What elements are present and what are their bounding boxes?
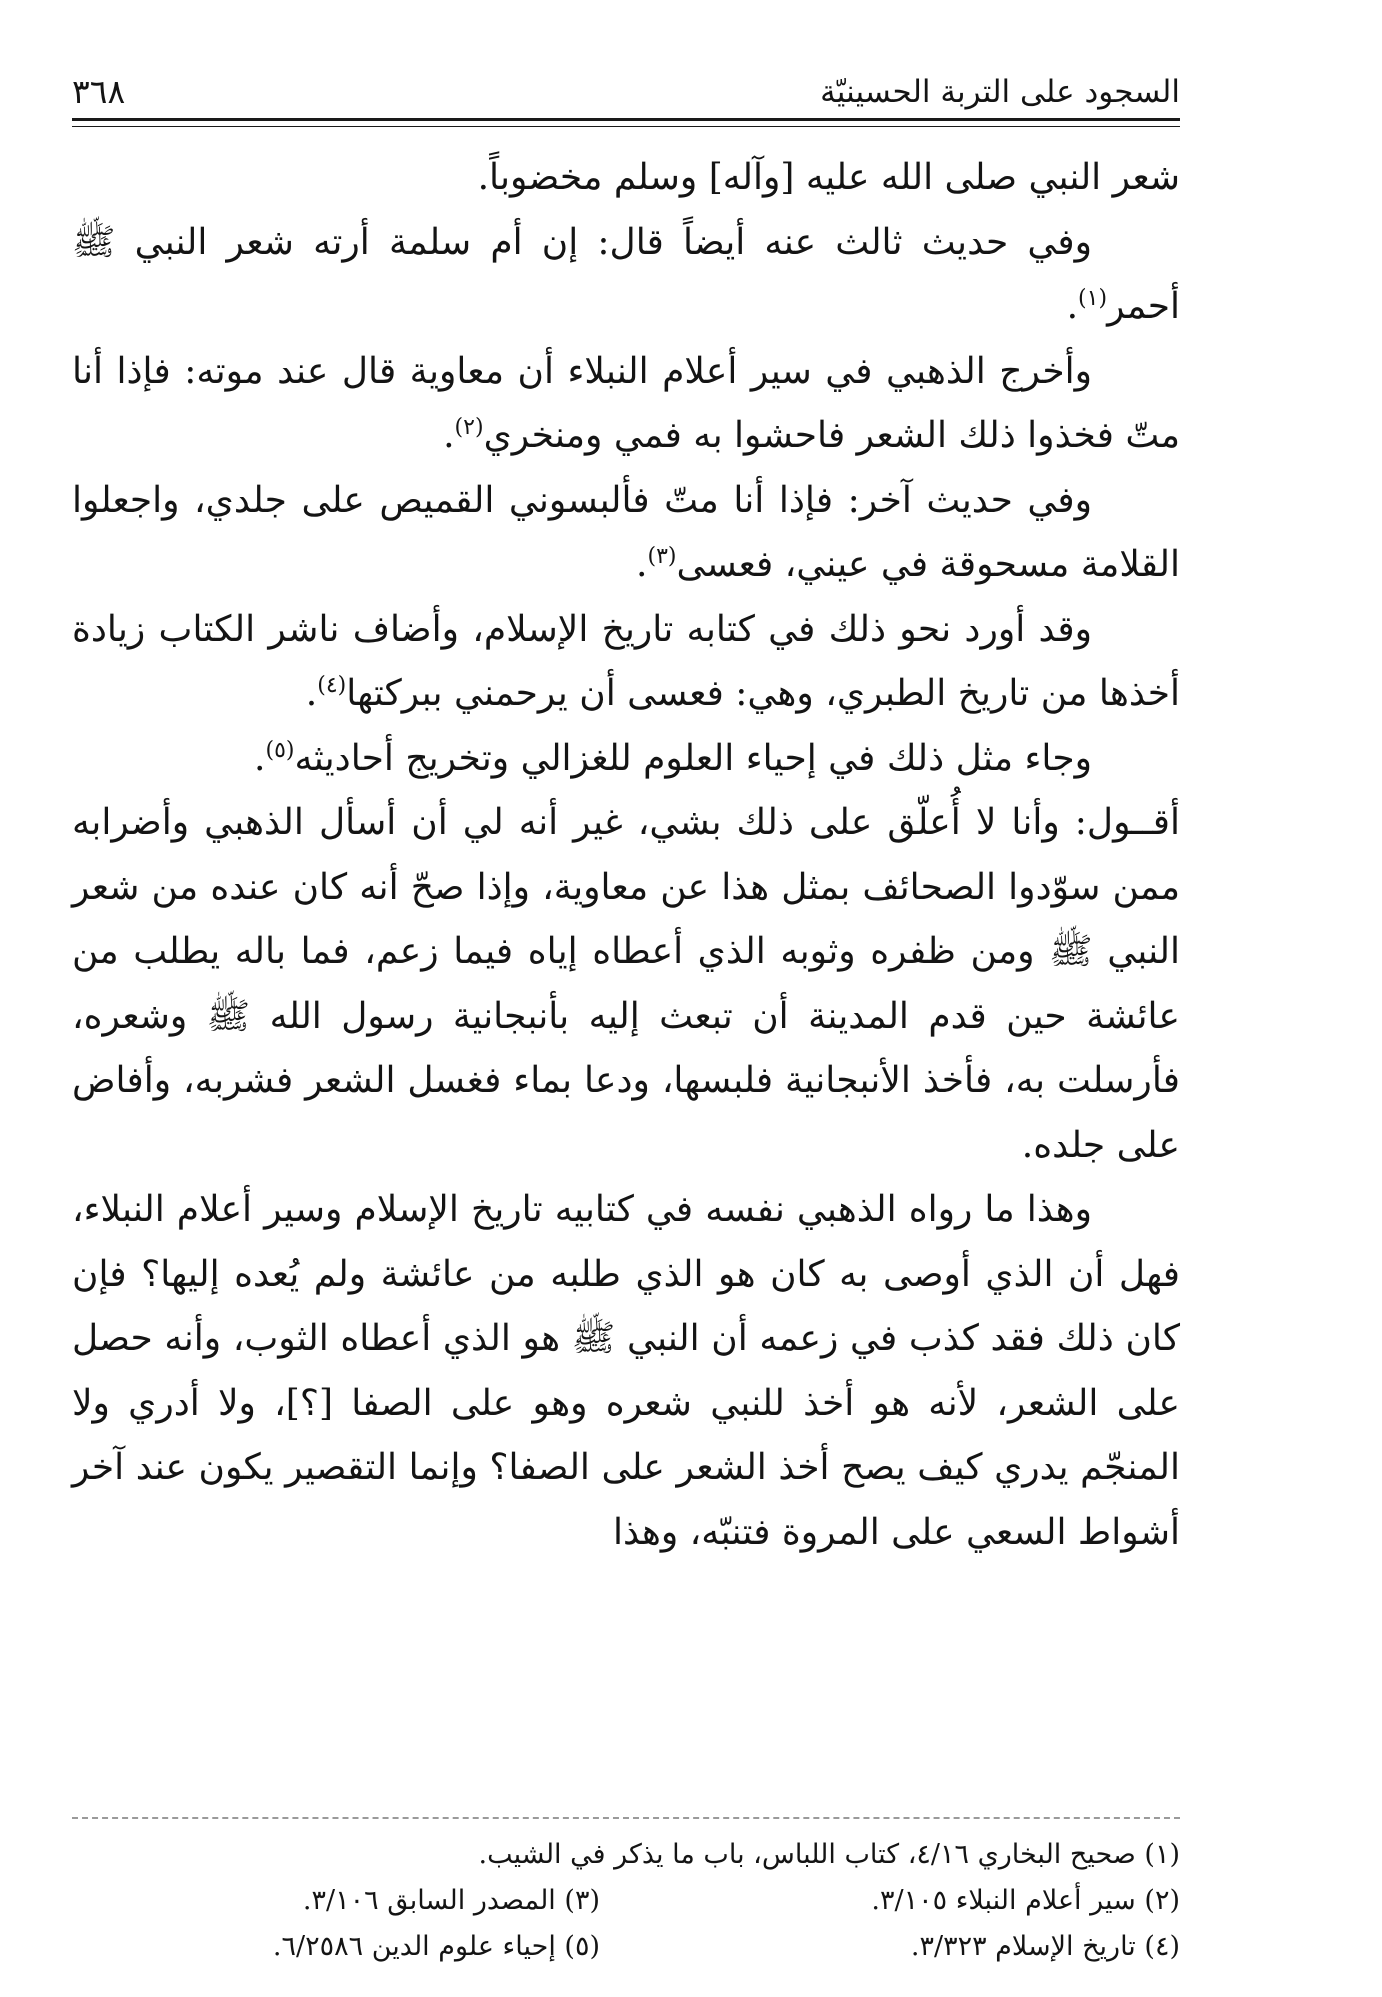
running-title: السجود على التربة الحسينيّة	[820, 74, 1180, 110]
footnote-marker[interactable]: (٣)	[647, 544, 677, 569]
paragraph-text: وفي حديث آخر: فإذا أنا متّ فألبسوني القميص على جلدي، واجعلوا القلامة مسحوقة في عيني، فعسى	[72, 479, 1180, 585]
paragraph-text: وهذا ما رواه الذهبي نفسه في كتابيه تاريخ الإسلام وسير أعلام النبلاء، فهل أن الذي أوصى به كان هو الذي طلبه من عائشة ولم يُعده إليها؟ فإن كان ذلك فقد كذب في زعمه أن النبي ﷺ هو الذي أعطاه الثوب، وأنه حصل على الشعر، لأنه هو أخذ للنبي شعره وهو على الصفا [؟]، ولا أدري ولا المنجّم يدري كيف يصح أخذ الشعر على الصفا؟ وإنما التقصير يكون عند آخر أشواط السعي على المروة فتنبّه، وهذا	[72, 1189, 1180, 1553]
page-number: ٣٦٨	[72, 72, 126, 111]
footnotes	[72, 1832, 1180, 1970]
paragraph	[72, 1178, 1180, 1565]
paragraph-text: وجاء مثل ذلك في إحياء العلوم للغزالي وتخريج أحاديثه	[294, 737, 1092, 779]
header-rule-thin	[72, 126, 1180, 127]
paragraph-text: وقد أورد نحو ذلك في كتابه تاريخ الإسلام، وأضاف ناشر الكتاب زيادة أخذها من تاريخ الطبري، وهي: فعسى أن يرحمني ببركتها	[72, 608, 1180, 714]
paragraph-text: وفي حديث ثالث عنه أيضاً قال: إن أم سلمة أرته شعر النبي ﷺ أحمر	[72, 221, 1180, 327]
footnote-row	[72, 1924, 1180, 1970]
footnote-row	[72, 1832, 1180, 1878]
footnote-5: (٥) إحياء علوم الدين ٦/٢٥٨٦.	[272, 1931, 600, 1962]
footnote-3: (٣) المصدر السابق ٣/١٠٦.	[302, 1885, 600, 1916]
paragraph-end: .	[305, 673, 318, 714]
paragraph-end: .	[636, 544, 648, 585]
paragraph	[72, 598, 1180, 727]
footnote-2: (٢) سير أعلام النبلاء ٣/١٠٥.	[871, 1885, 1180, 1916]
main-text	[72, 146, 1180, 1565]
paragraph	[72, 340, 1180, 469]
paragraph	[72, 791, 1180, 1178]
paragraph-end: .	[443, 415, 455, 456]
footnote-marker[interactable]: (٥)	[265, 737, 295, 763]
paragraph	[72, 211, 1180, 340]
page-header	[72, 66, 1180, 118]
footnote-separator	[72, 1817, 1180, 1819]
paragraph-text: أقــول: وأنا لا أُعلّق على ذلك بشي، غير أنه لي أن أسأل الذهبي وأضرابه ممن سوّدوا الصحائف بمثل هذا عن معاوية، وإذا صحّ أنه كان عنده من شعر النبي ﷺ ومن ظفره وثوبه الذي أعطاه إياه فيما زعم، فما باله يطلب من عائشة حين قدم المدينة أن تبعث إليه بأنبجانية رسول الله ﷺ وشعره، فأرسلت به، فأخذ الأنبجانية فلبسها، ودعا بماء فغسل الشعر فشربه، وأفاض على جلده.	[72, 802, 1180, 1166]
paragraph-end: .	[1066, 286, 1079, 327]
paragraph-end: .	[254, 737, 266, 779]
footnote-marker[interactable]: (١)	[1078, 286, 1108, 311]
paragraph	[72, 727, 1180, 792]
paragraph	[72, 146, 1180, 211]
footnote-row	[72, 1878, 1180, 1924]
paragraph-text: شعر النبي صلى الله عليه [وآله] وسلم مخضوباً.	[477, 157, 1180, 198]
footnote-1: (١) صحيح البخاري ٤/١٦، كتاب اللباس، باب ما يذكر في الشيب.	[478, 1839, 1180, 1870]
header-rule-thick	[72, 118, 1180, 121]
footnote-marker[interactable]: (٤)	[317, 673, 347, 698]
paragraph-text: وأخرج الذهبي في سير أعلام النبلاء أن معاوية قال عند موته: فإذا أنا متّ فخذوا ذلك الشعر فاحشوا به فمي ومنخري	[72, 350, 1180, 456]
footnote-4: (٤) تاريخ الإسلام ٣/٣٢٣.	[910, 1931, 1180, 1962]
footnote-marker[interactable]: (٢)	[454, 415, 484, 440]
paragraph	[72, 469, 1180, 598]
